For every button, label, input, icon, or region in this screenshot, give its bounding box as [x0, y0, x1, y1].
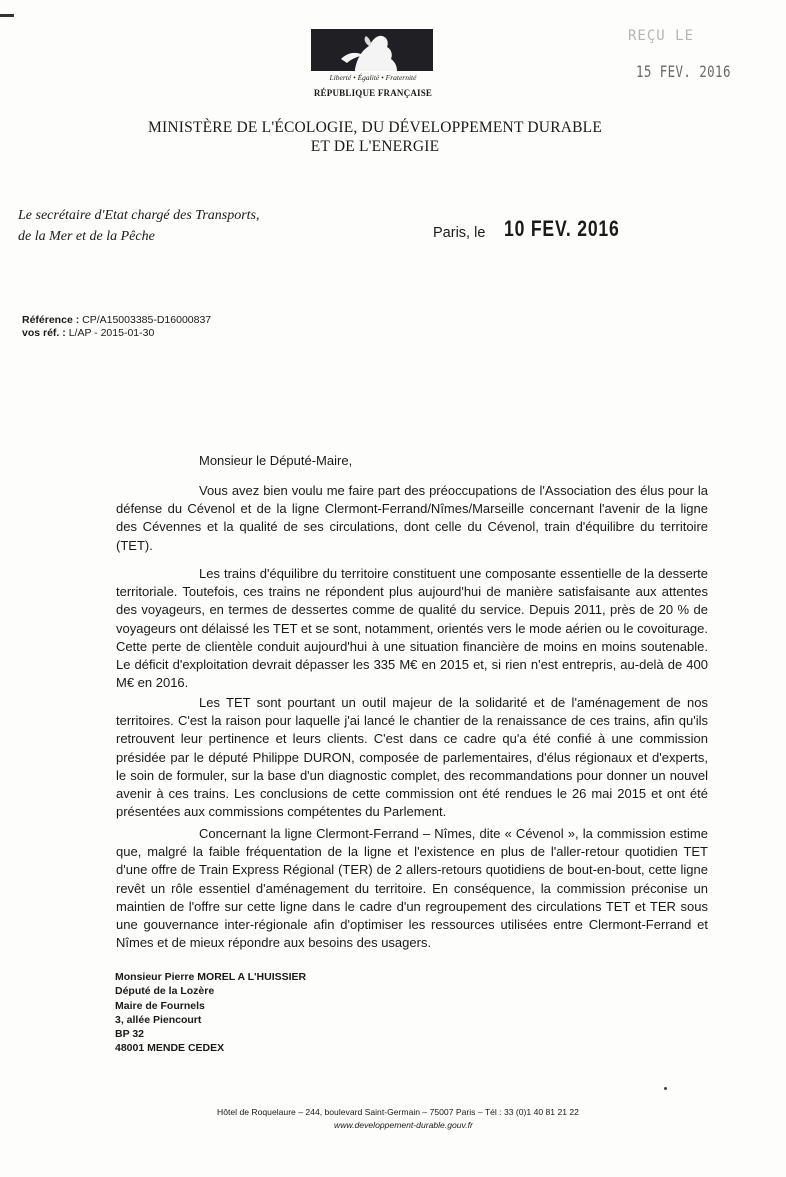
yours-reference-label: vos réf. :: [22, 327, 66, 339]
recipient-line: BP 32: [115, 1028, 144, 1041]
references-block: [22, 314, 211, 340]
republic-name: RÉPUBLIQUE FRANÇAISE: [313, 88, 433, 98]
reference-label: Référence :: [22, 314, 80, 326]
republic-motto: Liberté • Égalité • Fraternité: [329, 73, 417, 82]
recipient-address: [115, 970, 306, 1056]
letter-paragraph: [116, 694, 708, 821]
sender-line-2: de la Mer et de la Pêche: [18, 229, 155, 244]
scan-mark: [0, 14, 14, 17]
dateline-city: Paris, le: [433, 225, 486, 241]
recipient-line: 48001 MENDE CEDEX: [115, 1042, 225, 1055]
recipient-line: Maire de Fournels: [115, 999, 205, 1012]
letter-paragraph: [116, 565, 708, 692]
received-stamp-date: 15 FEV. 2016: [636, 62, 731, 81]
received-stamp-label: REÇU LE: [628, 28, 695, 44]
ministry-line-1: MINISTÈRE DE L'ÉCOLOGIE, DU DÉVELOPPEMENT DURABLE: [147, 119, 603, 136]
recipient-line: Monsieur Pierre MOREL A L'HUISSIER: [115, 971, 307, 983]
reference-value: CP/A15003385-D16000837: [82, 314, 212, 326]
marianne-logo: [311, 29, 433, 71]
sender-title: [18, 205, 260, 247]
ministry-line-2: ET DE L'ENERGIE: [310, 137, 440, 155]
footer-website-link[interactable]: www.developpement-durable.gouv.fr: [334, 1120, 473, 1130]
dateline-date: 10 FEV. 2016: [504, 216, 620, 241]
paragraph-text: Les TET sont pourtant un outil majeur de la solidarité et de l'aménagement de nos territoires. C'est la raison pour laquelle j'ai lancé le chantier de la renaissance de ces trains, afin qu'ils retrouvent leur pertinence et leurs clients. C'est dans ce cadre qu'a été confié à une commission présidée par le député Philippe DURON, composée de parlementaires, d'élus régionaux et d'experts, le soin de formuler, sur la base d'un diagnostic complet, des recommandations pour donner un nouvel avenir à ces trains. Les conclusions de cette commission ont été rendues le 26 mai 2015 et ont été présentées aux commissions compétentes du Parlement.: [116, 695, 708, 820]
letter-paragraph: [116, 825, 708, 952]
footer-address: Hôtel de Roquelaure – 244, boulevard Saint-Germain – 75007 Paris – Tél : 33 (0)1 40 81 21 22: [217, 1107, 579, 1117]
reference-row: [22, 314, 211, 327]
scan-speck: [664, 1087, 667, 1090]
paragraph-text: Les trains d'équilibre du territoire constituent une composante essentielle de la desserte territoriale. Toutefois, ces trains ne répondent plus aujourd'hui de manière satisfaisante aux attentes des voyageurs, en termes de dessertes comme de qualité du service. Depuis 2011, près de 20 % de voyageurs ont délaissé les TET et se sont, notamment, orientés vers le mode aérien ou le covoiturage. Cette perte de clientèle conduit aujourd'hui à une situation financière de moins en moins soutenable. Le déficit d'exploitation devrait dépasser les 335 M€ en 2015 et, si rien n'est entrepris, au-delà de 400 M€ en 2016.: [116, 566, 708, 691]
sender-line-1: Le secrétaire d'Etat chargé des Transports,: [18, 208, 260, 223]
recipient-line: Député de la Lozère: [115, 985, 215, 998]
ministry-heading: [100, 119, 650, 156]
salutation: Monsieur le Député-Maire,: [199, 453, 353, 468]
recipient-line: 3, allée Piencourt: [115, 1013, 202, 1026]
yours-reference-row: [22, 327, 211, 340]
yours-reference-value: L/AP - 2015-01-30: [68, 327, 155, 339]
letter-paragraph: [116, 482, 708, 555]
paragraph-text: Vous avez bien voulu me faire part des préoccupations de l'Association des élus pour la défense du Cévenol et de la ligne Clermont-Ferrand/Nîmes/Marseille concernant l'avenir de la ligne des Cévennes et la qualité de ses circulations, dont celle du Cévenol, train d'équilibre du territoire (TET).: [116, 483, 708, 553]
paragraph-text: Concernant la ligne Clermont-Ferrand – Nîmes, dite « Cévenol », la commission estime que, malgré la faible fréquentation de la ligne et l'existence en plus de l'aller-retour quotidien TET d'une offre de Train Express Régional (TER) de 2 allers-retours quotidiens de bout-en-bout, cette ligne revêt un rôle essentiel d'aménagement du territoire. En conséquence, la commission préconise un maintien de l'offre sur cette ligne dans le cadre d'un regroupement des circulations TET et TER sous une gouvernance inter-régionale afin d'optimiser les ressources utilisées entre Clermont-Ferrand et Nîmes et de mieux répondre aux besoins des usagers.: [116, 826, 708, 951]
